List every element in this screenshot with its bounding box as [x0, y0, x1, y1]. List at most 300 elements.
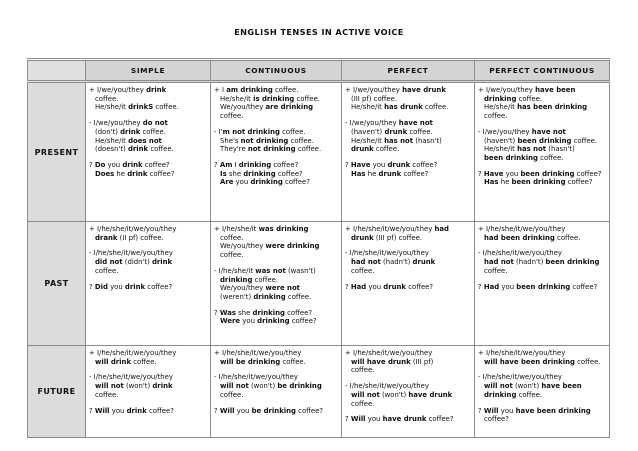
- example-line: [478, 373, 606, 382]
- cell-future-simple: [86, 346, 211, 438]
- example-line: [214, 234, 338, 243]
- example-line: [214, 358, 338, 367]
- line-text: coffee.: [285, 292, 312, 301]
- line-text: ?: [478, 169, 484, 178]
- line-text: She's: [220, 136, 241, 145]
- example-line: [89, 283, 207, 292]
- line-text: coffee.: [95, 94, 119, 103]
- example-line: [214, 170, 338, 179]
- example-line: [214, 178, 338, 187]
- line-text: + I/he/she/it/we/you/they: [478, 225, 566, 233]
- verb-form: Have: [483, 169, 504, 178]
- line-gap: [214, 121, 338, 128]
- verb-form: have drunk: [382, 415, 427, 424]
- example-line: [345, 391, 471, 400]
- example-line: [478, 283, 606, 292]
- line-text: coffee?: [565, 178, 593, 187]
- verb-form: will have been drinking: [484, 357, 575, 366]
- example-line: [214, 112, 338, 121]
- cell-past-continuous: [211, 222, 342, 346]
- line-text: coffee.: [220, 251, 244, 260]
- line-text: coffee?: [142, 160, 170, 169]
- line-text: coffee?: [282, 178, 310, 187]
- line-text: coffee?: [145, 282, 173, 291]
- example-line: [214, 276, 338, 285]
- verb-form: drunk: [412, 258, 436, 267]
- example-line: [478, 128, 606, 137]
- line-text: + I/he/she/it/we/you/they: [89, 349, 177, 357]
- example-line: [214, 407, 338, 416]
- line-text: you: [498, 406, 516, 415]
- line-text: coffee.: [351, 266, 375, 275]
- line-gap: [214, 366, 338, 373]
- example-line: [214, 391, 338, 400]
- example-line: [345, 95, 471, 104]
- line-text: ?: [89, 160, 95, 169]
- verb-form: have not: [398, 119, 433, 128]
- verb-form: will not: [220, 382, 249, 391]
- line-text: He/she/it: [95, 103, 129, 112]
- verb-form: drunk: [351, 233, 374, 242]
- verb-form: drinking: [252, 308, 285, 317]
- line-text: coffee.: [148, 145, 174, 154]
- example-line: [478, 86, 606, 95]
- verb-form: Will: [483, 406, 499, 415]
- line-gap: [89, 112, 207, 119]
- line-text: (III pf): [410, 357, 434, 366]
- verb-form: will drink: [95, 357, 132, 366]
- cell-present-simple: [86, 82, 211, 222]
- line-text: coffee?: [295, 406, 324, 415]
- line-text: coffee?: [410, 160, 438, 169]
- example-line: [214, 284, 338, 293]
- line-text: (hasn't): [546, 145, 575, 154]
- verb-form: been drinking: [484, 153, 538, 162]
- corner-cell: [28, 60, 86, 82]
- example-line: [89, 234, 207, 243]
- example-line: [214, 267, 338, 276]
- example-line: [478, 391, 606, 400]
- example-line: [89, 128, 207, 137]
- example-line: [214, 309, 338, 318]
- example-line: [89, 170, 207, 179]
- verb-form: is drinking: [253, 94, 295, 103]
- line-text: - I/we/you/they: [89, 119, 143, 128]
- verb-form: drinkS: [128, 103, 154, 112]
- example-line: [345, 234, 471, 243]
- example-line: [345, 283, 471, 292]
- verb-form: drink: [127, 145, 149, 154]
- example-line: [478, 154, 606, 163]
- example-line: [478, 112, 606, 121]
- cell-past-perfect-continuous: [475, 222, 610, 346]
- line-text: - I/he/she/it/we/you/they: [478, 373, 562, 382]
- verb-form: drinking: [253, 292, 286, 301]
- example-line: [345, 137, 471, 146]
- line-text: + I/we/you/they: [478, 86, 536, 94]
- line-text: He/she/it: [95, 136, 129, 145]
- verb-form: are drinking: [265, 103, 314, 112]
- verb-form: does not: [128, 136, 162, 145]
- verb-form: drink: [152, 382, 173, 391]
- line-text: coffee.: [272, 86, 299, 94]
- line-gap: [345, 408, 471, 415]
- verb-form: have been drinking: [515, 406, 591, 415]
- line-text: (doesn't): [95, 145, 128, 154]
- cell-past-perfect: [342, 222, 475, 346]
- line-text: coffee.: [252, 275, 279, 284]
- verb-form: not drinking: [247, 145, 296, 154]
- line-text: ?: [478, 282, 484, 291]
- verb-form: drank: [95, 233, 118, 242]
- verb-form: Have: [350, 160, 371, 169]
- line-text: (won't): [123, 382, 153, 391]
- line-text: He/she/it: [484, 145, 518, 154]
- line-text: coffee.: [95, 390, 119, 399]
- example-line: [345, 358, 471, 367]
- line-text: coffee.: [131, 357, 157, 366]
- verb-form: had not: [484, 258, 514, 267]
- line-text: - I/he/she/it/we/you/they: [345, 382, 429, 391]
- line-text: He/she/it: [220, 94, 254, 103]
- line-text: coffee?: [284, 308, 313, 317]
- line-text: coffee?: [406, 282, 434, 291]
- line-text: coffee.: [288, 136, 314, 145]
- line-text: coffee?: [426, 415, 454, 424]
- line-text: coffee.: [294, 94, 320, 103]
- line-text: ?: [214, 308, 220, 317]
- example-line: [345, 103, 471, 112]
- line-text: We/you/they: [220, 242, 266, 251]
- verb-form: had not: [351, 258, 381, 267]
- verb-form: drinking: [484, 390, 517, 399]
- example-line: [89, 349, 207, 358]
- row-present: [28, 82, 610, 222]
- line-text: (II pf) coffee.: [117, 233, 164, 242]
- verb-form: has drunk: [384, 103, 423, 112]
- line-text: We/you/they: [220, 103, 266, 112]
- verb-form: been drinking: [511, 178, 566, 187]
- line-text: you: [370, 160, 388, 169]
- line-text: coffee.: [351, 399, 375, 408]
- line-text: coffee?: [275, 169, 303, 178]
- line-text: - I/we/you/they: [345, 119, 399, 128]
- line-text: coffee.: [279, 127, 306, 136]
- line-text: - I/he/she/it/we/you/they: [345, 249, 429, 258]
- example-line: [478, 358, 606, 367]
- line-text: + I: [214, 86, 227, 94]
- verb-form: will not: [484, 382, 513, 391]
- verb-form: drinking: [250, 178, 283, 187]
- line-text: - I/he/she/it/we/you/they: [478, 249, 562, 258]
- line-text: (III pf) coffee.: [373, 233, 422, 242]
- line-text: coffee?: [484, 415, 509, 424]
- line-text: + I/he/she/it/we/you/they: [214, 349, 302, 357]
- example-line: [89, 358, 207, 367]
- line-text: coffee.: [95, 266, 119, 275]
- line-text: coffee?: [289, 317, 317, 326]
- line-text: coffee?: [401, 169, 429, 178]
- verb-form: Will: [350, 415, 366, 424]
- line-text: you: [365, 415, 383, 424]
- verb-form: drink: [120, 127, 141, 136]
- line-gap: [89, 276, 207, 283]
- verb-form: am drinking: [226, 86, 273, 94]
- line-text: coffee.: [220, 112, 244, 121]
- verb-form: had: [434, 225, 449, 233]
- line-gap: [89, 366, 207, 373]
- cell-present-perfect-continuous: [475, 82, 610, 222]
- verb-form: Were: [220, 317, 241, 326]
- line-text: I: [232, 160, 239, 169]
- example-line: [89, 145, 207, 154]
- cell-present-continuous: [211, 82, 342, 222]
- verb-form: m not drinking: [222, 127, 280, 136]
- line-gap: [478, 400, 606, 407]
- line-text: - I/he/she/it/we/you/they: [89, 249, 173, 258]
- line-text: (III pf) coffee.: [351, 94, 398, 103]
- line-text: - I/he/she/it: [214, 266, 256, 275]
- verb-form: has not: [517, 145, 547, 154]
- cell-present-perfect: [342, 82, 475, 222]
- verb-form: Do: [94, 160, 106, 169]
- row-header-past: PAST: [28, 222, 86, 346]
- verb-form: Did: [94, 282, 108, 291]
- verb-form: drink: [124, 282, 146, 291]
- example-line: [214, 86, 338, 95]
- line-text: (haven't): [484, 136, 518, 145]
- line-gap: [89, 400, 207, 407]
- example-line: [214, 225, 338, 234]
- example-line: [89, 391, 207, 400]
- verb-form: were drinking: [265, 242, 320, 251]
- example-line: [345, 119, 471, 128]
- line-text: you: [234, 406, 252, 415]
- line-text: coffee.: [220, 233, 244, 242]
- line-gap: [89, 242, 207, 249]
- example-line: [89, 225, 207, 234]
- line-text: you: [366, 282, 384, 291]
- line-text: coffee.: [554, 233, 581, 242]
- example-line: [214, 242, 338, 251]
- row-past: [28, 222, 610, 346]
- verb-form: will have drunk: [351, 357, 411, 366]
- verb-form: drinking: [243, 169, 276, 178]
- line-text: coffee.: [220, 390, 244, 399]
- line-text: ?: [345, 160, 351, 169]
- verb-form: drunk: [378, 169, 402, 178]
- line-gap: [478, 276, 606, 283]
- verb-form: have been: [541, 382, 582, 391]
- example-line: [478, 407, 606, 416]
- example-line: [345, 366, 471, 375]
- example-line: [345, 128, 471, 137]
- line-text: coffee?: [146, 406, 174, 415]
- verb-form: drink: [127, 169, 148, 178]
- verb-form: will not: [351, 390, 380, 399]
- example-line: [478, 234, 606, 243]
- verb-form: Are: [220, 178, 234, 187]
- verb-form: drink: [122, 160, 143, 169]
- line-text: + I/we/you/they: [345, 86, 403, 94]
- line-text: she: [235, 308, 253, 317]
- line-text: she: [226, 169, 244, 178]
- verb-form: Will: [94, 406, 110, 415]
- example-line: [478, 145, 606, 154]
- line-text: + I/he/she/it/we/you/they: [345, 225, 435, 233]
- line-text: coffee?: [271, 160, 299, 169]
- example-line: [214, 317, 338, 326]
- line-gap: [345, 242, 471, 249]
- verb-form: drunk: [384, 127, 408, 136]
- example-line: [89, 249, 207, 258]
- line-text: he: [114, 169, 128, 178]
- verb-form: Had: [483, 282, 500, 291]
- example-line: [214, 128, 338, 137]
- example-line: [214, 145, 338, 154]
- line-text: coffee.: [351, 366, 375, 375]
- column-header-perfect-continuous: PERFECT CONTINUOUS: [475, 60, 610, 82]
- example-line: [345, 415, 471, 424]
- verb-form: drunk: [383, 282, 406, 291]
- row-header-present: PRESENT: [28, 82, 86, 222]
- line-text: you: [503, 169, 521, 178]
- line-gap: [345, 154, 471, 161]
- row-future: [28, 346, 610, 438]
- line-text: you: [499, 282, 517, 291]
- line-text: He/she/it: [351, 103, 385, 112]
- line-text: coffee.: [280, 357, 306, 366]
- example-line: [214, 293, 338, 302]
- verb-form: was not: [255, 266, 286, 275]
- example-line: [478, 382, 606, 391]
- tenses-table: [27, 58, 610, 438]
- verb-form: Has: [351, 169, 366, 178]
- cell-future-perfect-continuous: [475, 346, 610, 438]
- example-line: [89, 267, 207, 276]
- verb-form: be drinking: [277, 382, 322, 391]
- example-line: [214, 137, 338, 146]
- verb-form: have not: [531, 127, 566, 136]
- line-text: coffee.: [484, 112, 508, 121]
- row-header-future: FUTURE: [28, 346, 86, 438]
- example-line: [89, 119, 207, 128]
- line-text: We/you/they: [220, 284, 266, 293]
- line-text: coffee.: [571, 136, 598, 145]
- line-text: (hadn't): [513, 258, 546, 267]
- example-line: [89, 382, 207, 391]
- verb-form: Was: [219, 308, 236, 317]
- column-header-simple: SIMPLE: [86, 60, 211, 82]
- line-text: (won't): [379, 390, 409, 399]
- line-text: (won't): [512, 382, 542, 391]
- verb-form: Am: [219, 160, 233, 169]
- verb-form: drinking: [257, 317, 290, 326]
- example-line: [345, 400, 471, 409]
- line-text: ?: [345, 282, 351, 291]
- line-text: coffee.: [422, 103, 449, 112]
- line-text: They're: [220, 145, 248, 154]
- example-line: [214, 103, 338, 112]
- verb-form: did not: [95, 258, 123, 267]
- line-gap: [214, 302, 338, 309]
- line-text: coffee.: [574, 357, 601, 366]
- line-text: you: [240, 317, 258, 326]
- example-line: [214, 161, 338, 170]
- example-line: [478, 178, 606, 187]
- page-title: ENGLISH TENSES IN ACTIVE VOICE: [234, 27, 404, 37]
- example-line: [214, 251, 338, 260]
- line-gap: [345, 112, 471, 119]
- line-text: ?: [478, 406, 484, 415]
- line-text: (hadn't): [380, 258, 413, 267]
- example-line: [345, 161, 471, 170]
- example-line: [345, 145, 471, 154]
- example-line: [478, 137, 606, 146]
- line-text: coffee?: [570, 282, 598, 291]
- line-text: He/she/it: [484, 103, 518, 112]
- example-line: [89, 407, 207, 416]
- line-gap: [478, 242, 606, 249]
- example-line: [345, 258, 471, 267]
- line-text: he: [365, 169, 379, 178]
- example-line: [89, 103, 207, 112]
- line-text: - I/he/she/it/we/you/they: [214, 373, 298, 382]
- line-text: coffee.: [140, 127, 166, 136]
- line-gap: [345, 375, 471, 382]
- header-row: [28, 60, 610, 82]
- example-line: [89, 86, 207, 95]
- line-text: you: [105, 160, 123, 169]
- example-line: [478, 249, 606, 258]
- verb-form: be drinking: [251, 406, 296, 415]
- line-text: ?: [214, 406, 220, 415]
- line-text: coffee?: [147, 169, 175, 178]
- verb-form: drinking: [484, 94, 517, 103]
- line-text: coffee?: [574, 169, 602, 178]
- verb-form: been drinking: [545, 258, 600, 267]
- line-text: you: [107, 282, 125, 291]
- example-line: [89, 161, 207, 170]
- line-text: coffee.: [153, 103, 179, 112]
- verb-form: will be drinking: [220, 357, 281, 366]
- line-text: (didn't): [122, 258, 152, 267]
- example-line: [214, 373, 338, 382]
- line-gap: [214, 400, 338, 407]
- verb-form: not drinking: [240, 136, 289, 145]
- line-text: coffee.: [295, 145, 322, 154]
- line-text: (haven't): [351, 127, 385, 136]
- verb-form: drink: [126, 406, 147, 415]
- verb-form: drinking: [238, 160, 272, 169]
- line-text: coffee.: [516, 94, 543, 103]
- line-text: (weren't): [220, 292, 254, 301]
- verb-form: Had: [350, 282, 367, 291]
- example-line: [89, 137, 207, 146]
- example-line: [89, 258, 207, 267]
- line-text: he: [498, 178, 512, 187]
- column-header-continuous: CONTINUOUS: [211, 60, 342, 82]
- line-text: - I/he/she/it/we/you/they: [89, 373, 173, 382]
- example-line: [214, 349, 338, 358]
- example-line: [345, 267, 471, 276]
- cell-past-simple: [86, 222, 211, 346]
- example-line: [478, 225, 606, 234]
- cell-future-continuous: [211, 346, 342, 438]
- verb-form: been drinking: [516, 282, 571, 291]
- line-text: ?: [214, 160, 220, 169]
- line-text: + I/he/she/it/we/you/they: [345, 349, 433, 357]
